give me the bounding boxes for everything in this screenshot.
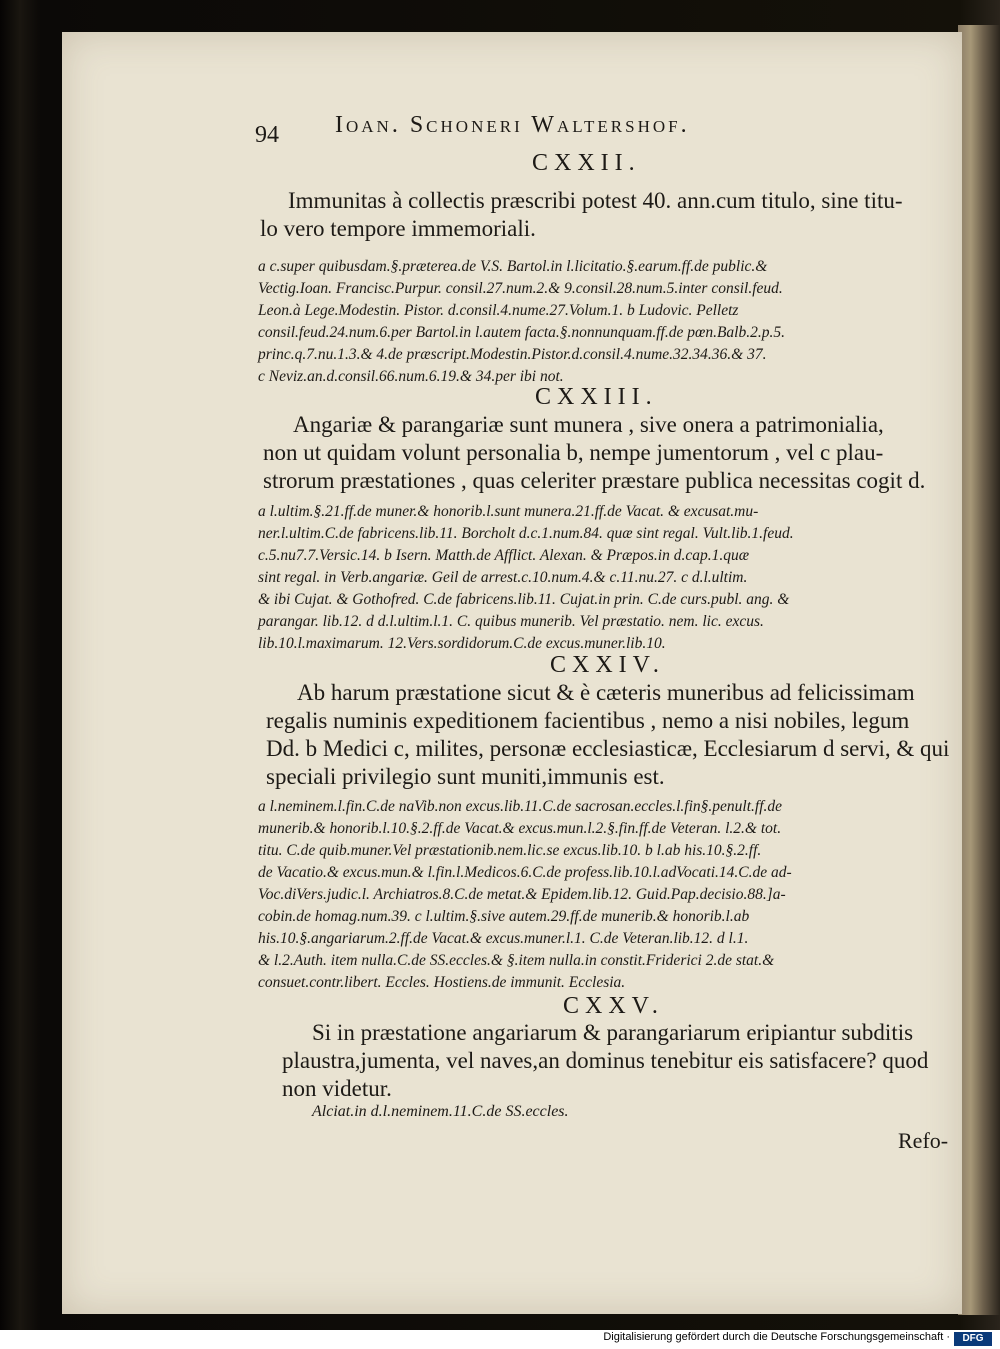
footnote-line: de Vacatio.& excus.mun.& l.fin.l.Medicos.6.C.de profess.lib.10.l.adVocati.14.C.de ad- — [258, 864, 792, 881]
footnote-line: cobin.de homag.num.39. c l.ultim.§.sive autem.29.ff.de munerib.& honorib.l.ab — [258, 908, 750, 925]
section-heading: CXXV. — [563, 993, 664, 1019]
footnote-line: his.10.§.angariarum.2.ff.de Vacat.& excus.muner.l.1. C.de Veteran.lib.12. d l.1. — [258, 930, 749, 947]
section-heading: CXXII. — [532, 150, 641, 176]
running-title: Ioan. Schoneri Waltershof. — [335, 112, 690, 138]
body-line: speciali privilegio sunt muniti,immunis est. — [266, 764, 665, 789]
footnote-line: consil.feud.24.num.6.per Bartol.in l.autem facta.§.nonnunquam.ff.de pœn.Balb.2.p.5. — [258, 324, 785, 341]
page-number: 94 — [255, 122, 279, 148]
footnote-line: c.5.nu7.7.Versic.14. b Isern. Matth.de Afflict. Alexan. & Præpos.in d.cap.1.quæ — [258, 547, 750, 564]
footnote-line: princ.q.7.nu.1.3.& 4.de præscript.Modestin.Pistor.d.consil.4.nume.32.34.36.& 37. — [258, 346, 767, 363]
footnote-line: Alciat.in d.l.neminem.11.C.de SS.eccles. — [312, 1103, 569, 1120]
section-heading: CXXIV. — [550, 652, 665, 678]
footnote-line: Vectig.Ioan. Francisc.Purpur. consil.27.num.2.& 9.consil.28.num.5.inter consil.feud. — [258, 280, 783, 297]
footnote-line: a l.neminem.l.fin.C.de naVib.non excus.lib.11.C.de sacrosan.eccles.l.fin§.penult.ff.de — [258, 798, 783, 815]
body-line: plaustra,jumenta, vel naves,an dominus tenebitur eis satisfacere? quod — [282, 1048, 929, 1073]
footnote-line: Leon.à Lege.Modestin. Pistor. d.consil.4.nume.27.Volum.1. b Ludovic. Pelletz — [258, 302, 739, 319]
body-line: Dd. b Medici c, milites, personæ ecclesiasticæ, Ecclesiarum d servi, & qui — [266, 736, 950, 761]
footnote-line: titu. C.de quib.muner.Vel præstationib.nem.lic.se excus.lib.10. b l.ab his.10.§.2.ff. — [258, 842, 762, 859]
footnote-line: ner.l.ultim.C.de fabricens.lib.11. Borcholt d.c.1.num.84. quæ sint regal. Vult.lib.1.feud. — [258, 525, 794, 542]
body-line: lo vero tempore immemoriali. — [260, 216, 536, 241]
footnote-line: Voc.diVers.judic.l. Archiatros.8.C.de metat.& Epidem.lib.12. Guid.Pap.decisio.88.]a- — [258, 886, 786, 903]
footnote-line: sint regal. in Verb.angariæ. Geil de arrest.c.10.num.4.& c.11.nu.27. c d.l.ultim. — [258, 569, 748, 586]
body-line: non ut quidam volunt personalia b, nempe jumentorum , vel c plau- — [263, 440, 884, 465]
body-line: Ab harum præstatione sicut & è cæteris muneribus ad felicissimam — [297, 680, 915, 705]
body-line: Immunitas à collectis præscribi potest 40. ann.cum titulo, sine titu- — [288, 188, 903, 213]
catchword: Refo- — [898, 1128, 949, 1153]
footnote-line: a l.ultim.§.21.ff.de muner.& honorib.l.sunt munera.21.ff.de Vacat. & excusat.mu- — [258, 503, 759, 520]
body-line: regalis numinis expeditionem facientibus , nemo a nisi nobiles, legum — [266, 708, 910, 733]
body-line: Angariæ & parangariæ sunt munera , sive onera a patrimonialia, — [293, 412, 884, 437]
dfg-logo: DFG — [954, 1332, 992, 1346]
footnote-line: munerib.& honorib.l.10.§.2.ff.de Vacat.& excus.mun.l.2.§.fin.ff.de Veteran. l.2.& tot. — [258, 820, 782, 837]
footer-credit: Digitalisierung gefördert durch die Deutsche Forschungsgemeinschaft · — [603, 1331, 950, 1343]
footnote-line: parangar. lib.12. d d.l.ultim.l.1. C. quibus munerib. Vel præstatio. nem. lic. excus. — [258, 613, 764, 630]
footnote-line: & l.2.Auth. item nulla.C.de SS.eccles.& §.item nulla.in constit.Friderici 2.de stat.& — [258, 952, 775, 969]
body-line: non videtur. — [282, 1076, 392, 1101]
footnote-line: a c.super quibusdam.§.præterea.de V.S. Bartol.in l.licitatio.§.earum.ff.de public.& — [258, 258, 768, 275]
body-line: strorum præstationes , quas celeriter præstare publica necessitas cogit d. — [263, 468, 926, 493]
footnote-line: c Neviz.an.d.consil.66.num.6.19.& 34.per ibi not. — [258, 368, 564, 385]
footnote-line: & ibi Cujat. & Gothofred. C.de fabricens.lib.11. Cujat.in prin. C.de curs.publ. ang. & — [258, 591, 790, 608]
footnote-line: lib.10.l.maximarum. 12.Vers.sordidorum.C.de excus.muner.lib.10. — [258, 635, 666, 652]
book-spine — [958, 25, 1000, 1315]
body-line: Si in præstatione angariarum & parangariarum eripiantur subditis — [312, 1020, 914, 1045]
section-heading: CXXIII. — [535, 384, 658, 410]
footnote-line: consuet.contr.libert. Eccles. Hostiens.de immunit. Ecclesia. — [258, 974, 626, 991]
